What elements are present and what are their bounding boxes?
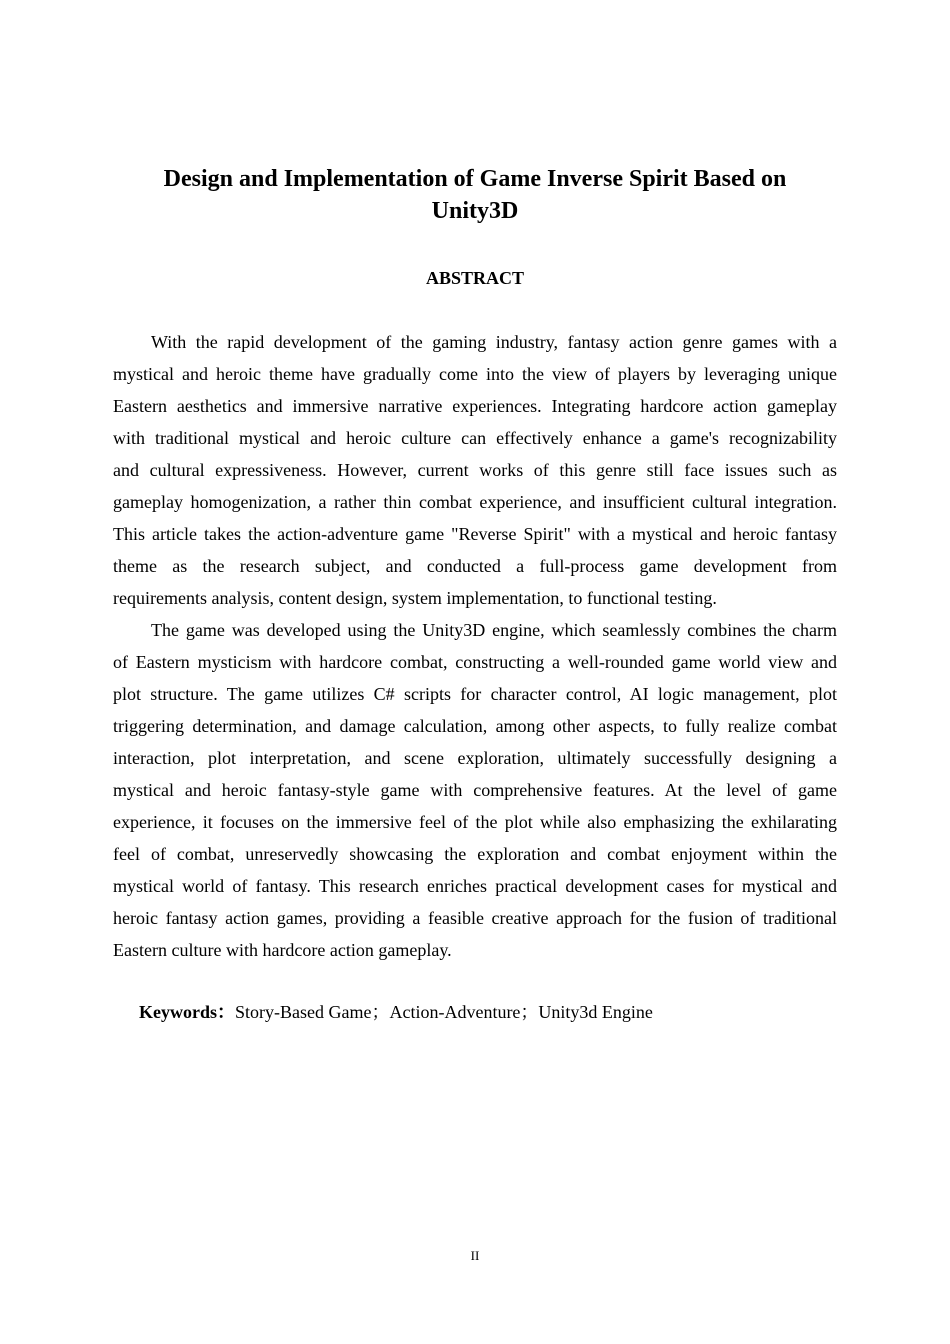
paragraph-line: Eastern aesthetics and immersive narrative experiences. Integrating hardcore action gameplay	[113, 396, 837, 416]
paper-title-line: Design and Implementation of Game Inverse Spirit Based on	[163, 166, 787, 192]
paragraph-line: mystical world of fantasy. This research enriches practical development cases for mystical and	[113, 876, 837, 896]
paragraph-line: heroic fantasy action games, providing a feasible creative approach for the fusion of traditional	[113, 908, 837, 928]
paragraph-line: triggering determination, and damage calculation, among other aspects, to fully realize combat	[113, 716, 837, 736]
paragraph-line: and cultural expressiveness. However, current works of this genre still face issues such as	[113, 460, 837, 480]
paragraph-line: feel of combat, unreservedly showcasing the exploration and combat enjoyment within the	[113, 844, 837, 864]
paragraph-line: interaction, plot interpretation, and scene exploration, ultimately successfully designing a	[113, 748, 837, 768]
paragraph-line: gameplay homogenization, a rather thin combat experience, and insufficient cultural integration.	[113, 492, 837, 512]
paragraph-line: mystical and heroic theme have gradually come into the view of players by leveraging unique	[113, 364, 837, 384]
paragraph-line: with traditional mystical and heroic culture can effectively enhance a game's recognizability	[113, 428, 837, 448]
page-number: II	[470, 1248, 480, 1263]
paragraph-line: mystical and heroic fantasy-style game with comprehensive features. At the level of game	[113, 780, 837, 800]
paragraph-line: requirements analysis, content design, system implementation, to functional testing.	[113, 588, 717, 608]
paper-title-line: Unity3D	[431, 198, 519, 224]
abstract-heading: ABSTRACT	[425, 268, 525, 288]
abstract-body	[113, 326, 837, 966]
paragraph-line: This article takes the action-adventure game "Reverse Spirit" with a mystical and heroic fantasy	[113, 524, 837, 544]
paragraph-line: Eastern culture with hardcore action gameplay.	[113, 940, 452, 960]
keywords	[139, 1000, 653, 1024]
paragraph-line: The game was developed using the Unity3D engine, which seamlessly combines the charm	[151, 620, 837, 640]
paragraph-line: plot structure. The game utilizes C# scripts for character control, AI logic management, plot	[113, 684, 837, 704]
paragraph-line: With the rapid development of the gaming industry, fantasy action genre games with a	[151, 332, 837, 352]
paper-title	[113, 163, 837, 227]
paragraph-line: experience, it focuses on the immersive feel of the plot while also emphasizing the exhilarating	[113, 812, 837, 832]
keywords-label: Keywords：	[139, 1002, 235, 1022]
paragraph-line: of Eastern mysticism with hardcore combat, constructing a well-rounded game world view and	[113, 652, 837, 672]
paragraph-line: theme as the research subject, and conducted a full-process game development from	[113, 556, 837, 576]
keywords-value: Story-Based Game；Action-Adventure；Unity3d Engine	[235, 1002, 653, 1022]
